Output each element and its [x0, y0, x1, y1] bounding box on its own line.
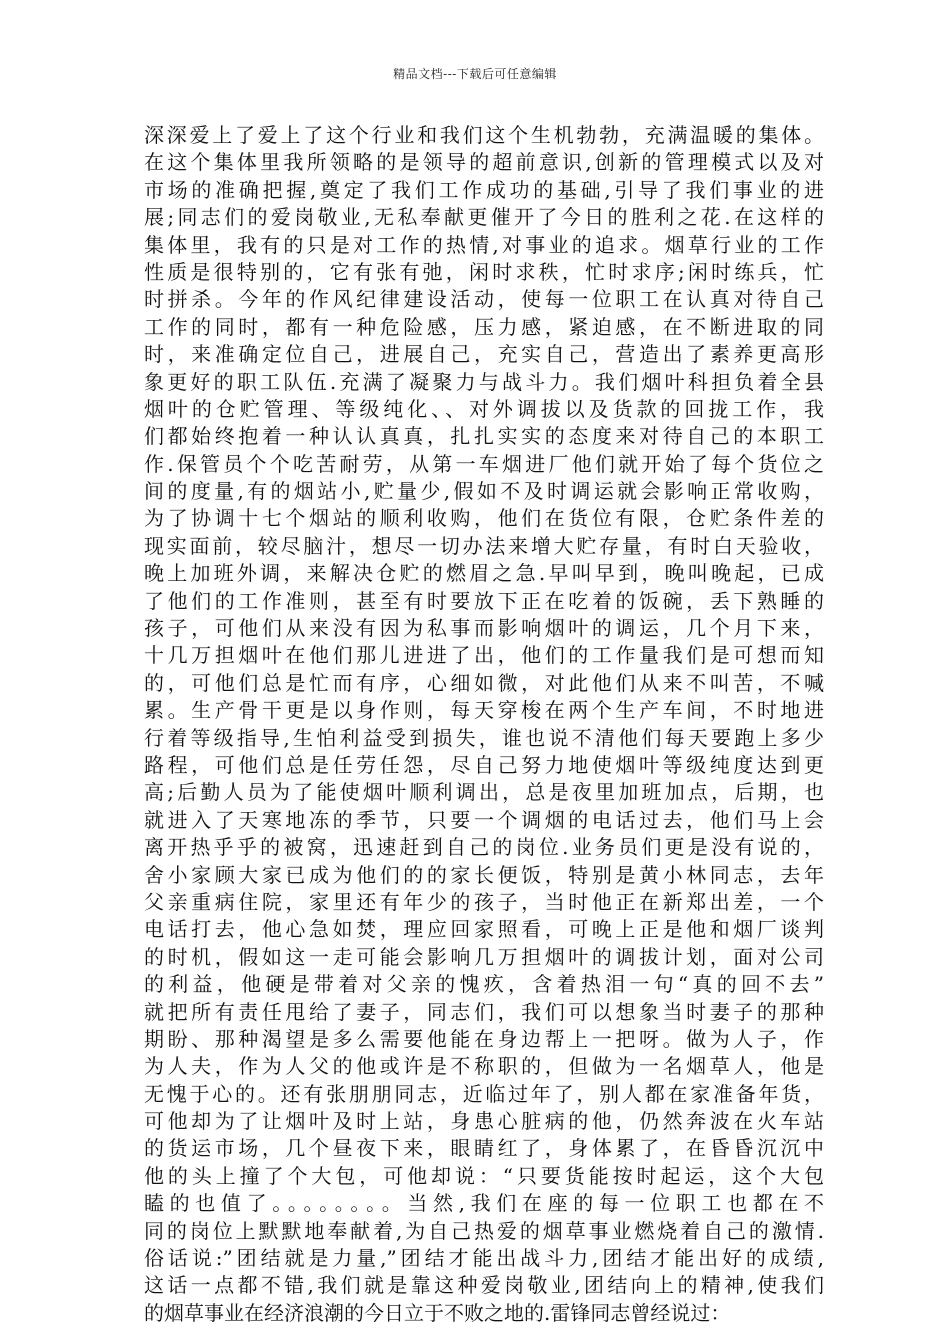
text-line: 为人夫，作为人父的他或许是不称职的，但做为一名烟草人，他是: [144, 1054, 824, 1079]
text-line: 工作的同时，都有一种危险感，压力感，紧迫感，在不断进取的同: [144, 314, 824, 339]
text-line: 在这个集体里我所领略的是领导的超前意识,创新的管理模式以及对: [144, 150, 824, 175]
text-line: 累。生产骨干更是以身作则，每天穿梭在两个生产车间，不时地进: [144, 698, 824, 723]
text-line: 性质是很特别的，它有张有弛，闲时求秩，忙时求序;闲时练兵，忙: [144, 259, 824, 284]
text-line: 就进入了天寒地冻的季节，只要一个调烟的电话过去，他们马上会: [144, 807, 824, 832]
text-line: 为了协调十七个烟站的顺利收购，他们在货位有限，仓贮条件差的: [144, 506, 824, 531]
text-line: 这话一点都不错,我们就是靠这种爱岗敬业,团结向上的精神,使我们: [144, 1273, 824, 1298]
text-line: 高;后勤人员为了能使烟叶顺利调出，总是夜里加班加点，后期，也: [144, 780, 824, 805]
text-line: 十几万担烟叶在他们那儿进进了出，他们的工作量我们是可想而知: [144, 643, 824, 668]
text-line: 的烟草事业在经济浪潮的今日立于不败之地的.雷锋同志曾经说过：: [144, 1300, 731, 1325]
text-line: 路程，可他们总是任劳任怨，尽自己努力地使烟叶等级纯度达到更: [144, 752, 824, 777]
text-line: 父亲重病住院，家里还有年少的孩子，当时他正在新郑出差，一个: [144, 889, 824, 914]
text-line: 烟叶的仓贮管理、等级纯化、、对外调拔以及货款的回拢工作，我: [144, 396, 824, 421]
text-line: 的时机，假如这一走可能会影响几万担烟叶的调拔计划，面对公司: [144, 944, 824, 969]
text-line: 的，可他们总是忙而有序，心细如微，对此他们从来不叫苦，不喊: [144, 670, 824, 695]
document-body: [144, 122, 824, 1327]
text-line: 电话打去，他心急如焚，理应回家照看，可晚上正是他和烟厂谈判: [144, 917, 824, 942]
text-line: 他的头上撞了个大包，可他却说：“只要货能按时起运，这个大包: [144, 1163, 824, 1188]
page-header: 精品文档---下载后可任意编辑: [393, 67, 557, 81]
text-line: 无愧于心的。还有张朋朋同志，近临过年了，别人都在家准备年货，: [144, 1081, 824, 1106]
text-line: 时拼杀。今年的作风纪律建设活动，使每一位职工在认真对待自己: [144, 287, 824, 312]
text-line: 象更好的职工队伍.充满了凝聚力与战斗力。我们烟叶科担负着全县: [144, 369, 824, 394]
text-line: 俗话说:”团结就是力量,”团结才能出战斗力,团结才能出好的成绩,: [144, 1246, 824, 1271]
text-line: 行着等级指导,生怕利益受到损失，谁也说不清他们每天要跑上多少: [144, 725, 824, 750]
text-line: 作.保管员个个吃苦耐劳，从第一车烟进厂他们就开始了每个货位之: [144, 451, 824, 476]
text-line: 离开热乎乎的被窝，迅速赶到自己的岗位.业务员们更是没有说的，: [144, 835, 824, 860]
text-line: 市场的准确把握,奠定了我们工作成功的基础,引导了我们事业的进: [144, 177, 824, 202]
text-line: 舍小家顾大家已成为他们的的家长便饭，特别是黄小林同志，去年: [144, 862, 824, 887]
text-line: 孩子，可他们从来没有因为私事而影响烟叶的调运，几个月下来，: [144, 616, 824, 641]
text-line: 期盼、那种渴望是多么需要他能在身边帮上一把呀。做为人子，作: [144, 1026, 824, 1051]
text-line: 时，来准确定位自己，进展自己，充实自己，营造出了素养更高形: [144, 342, 824, 367]
text-line: 同的岗位上默默地奉献着,为自己热爱的烟草事业燃烧着自己的激情.: [144, 1218, 824, 1243]
text-line: 深深爱上了爱上了这个行业和我们这个生机勃勃，充满温暖的集体。: [144, 123, 824, 147]
text-line: 就把所有责任甩给了妻子，同志们，我们可以想象当时妻子的那种: [144, 999, 824, 1024]
text-line: 展;同志们的爱岗敬业,无私奉献更催开了今日的胜利之花.在这样的: [144, 205, 824, 230]
text-line: 晚上加班外调，来解决仓贮的燃眉之急.早叫早到，晚叫晚起，已成: [144, 561, 824, 586]
text-line: 集体里，我有的只是对工作的热情,对事业的追求。烟草行业的工作: [144, 232, 824, 257]
text-line: 瞌的也值了。。。。。。。。当然,我们在座的每一位职工也都在不: [144, 1191, 824, 1216]
text-line: 了他们的工作准则，甚至有时要放下正在吃着的饭碗，丢下熟睡的: [144, 588, 824, 613]
text-line: 的利益，他硬是带着对父亲的愧疚，含着热泪一句“真的回不去”: [144, 972, 824, 997]
text-line: 们都始终抱着一种认认真真，扎扎实实的态度来对待自己的本职工: [144, 424, 824, 449]
text-line: 现实面前，较尽脑汁，想尽一切办法来增大贮存量，有时白天验收，: [144, 533, 824, 558]
text-line: 间的度量,有的烟站小,贮量少,假如不及时调运就会影响正常收购，: [144, 479, 824, 504]
text-line: 可他却为了让烟叶及时上站，身患心脏病的他，仍然奔波在火车站: [144, 1109, 824, 1134]
text-line: 的货运市场，几个昼夜下来，眼睛红了，身体累了，在昏昏沉沉中: [144, 1136, 824, 1161]
